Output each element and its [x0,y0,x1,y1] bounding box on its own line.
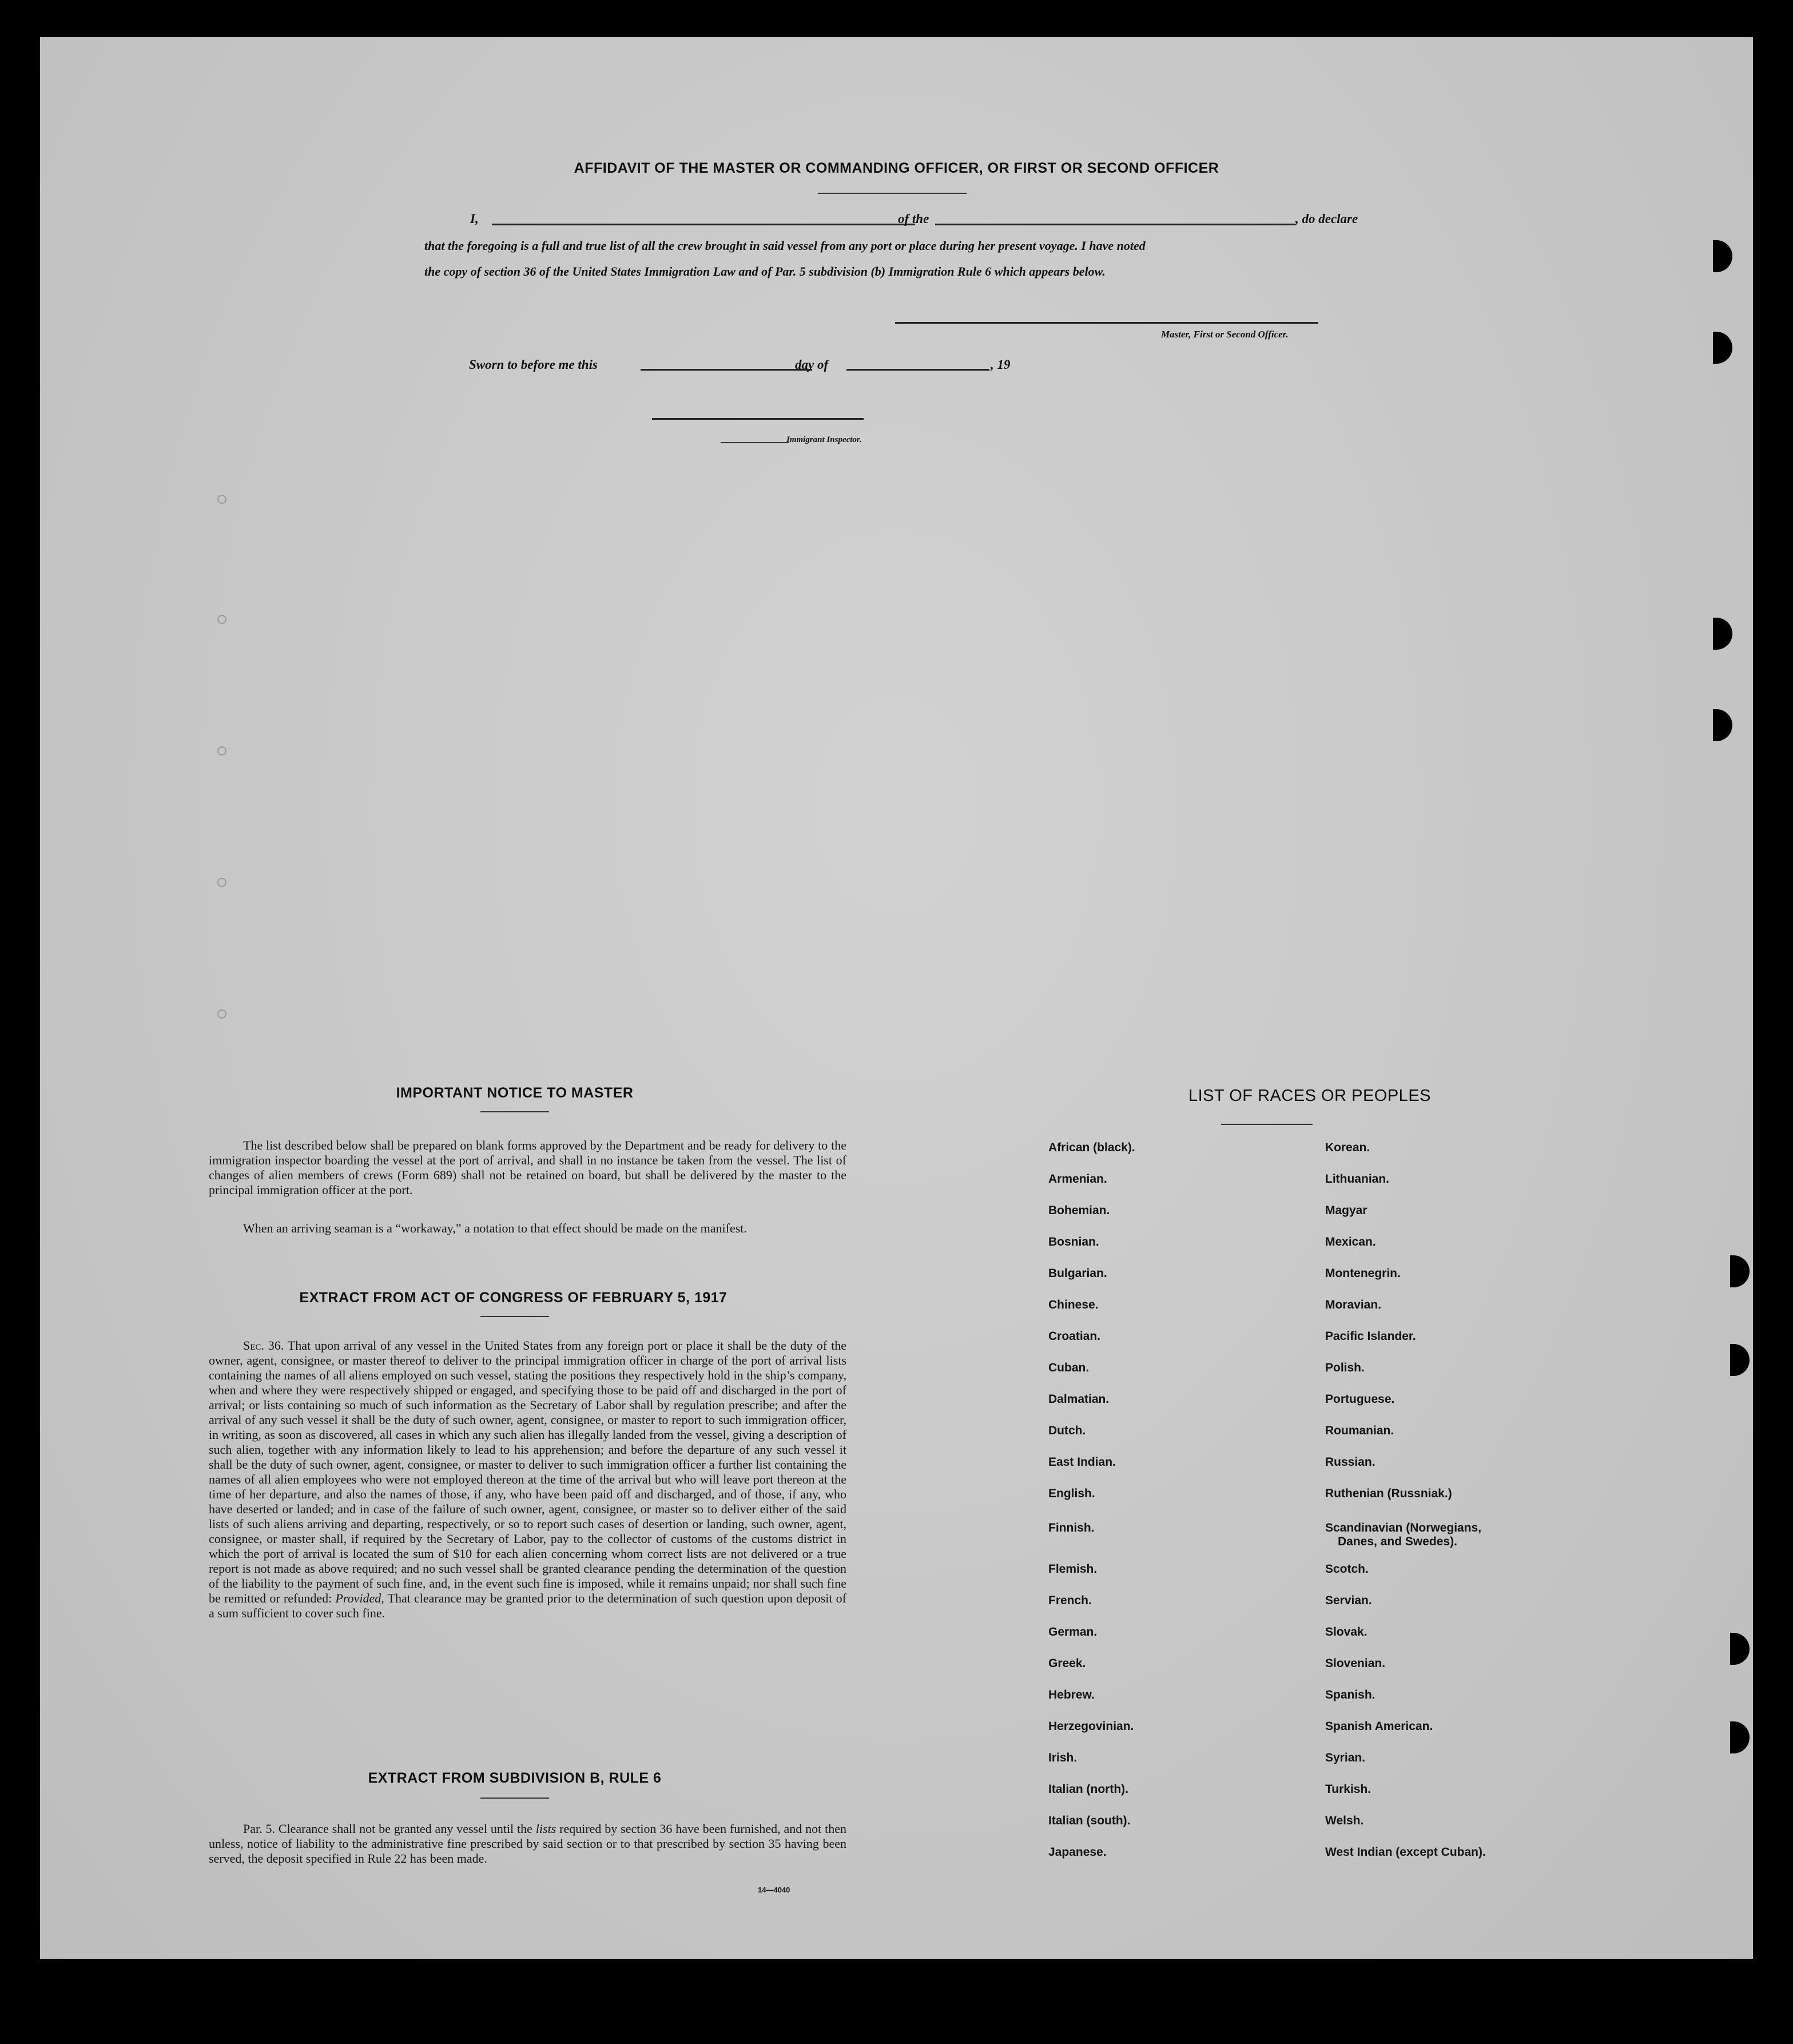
sworn-label: Sworn to before me this [469,357,598,372]
race-item: Bosnian. [1048,1235,1099,1248]
race-item: Herzegovinian. [1048,1720,1134,1733]
bleed-dot [217,495,226,504]
form-number: 14—4040 [758,1886,790,1894]
race-item: Finnish. [1048,1521,1095,1534]
race-item: Scandinavian (Norwegians, Danes, and Swedes). [1325,1521,1482,1548]
race-item: Montenegrin. [1325,1267,1401,1280]
race-item: Polish. [1325,1361,1365,1374]
race-item: Spanish American. [1325,1720,1433,1733]
race-item: Japanese. [1048,1846,1107,1859]
document-page [40,37,1753,1959]
affidavit-line-2: that the foregoing is a full and true list of all the crew brought in said vessel from any port or place during her present voyage. I have noted [424,238,1146,253]
race-item: Welsh. [1325,1814,1364,1827]
inspector-label: Immigrant Inspector. [786,435,862,444]
race-item: Flemish. [1048,1562,1098,1576]
rule-extract-title: EXTRACT FROM SUBDIVISION B, RULE 6 [368,1770,662,1786]
provided-label: Provided, [335,1591,384,1605]
act-extract-title: EXTRACT FROM ACT OF CONGRESS OF FEBRUARY 5, 1917 [299,1290,727,1306]
races-title: LIST OF RACES OR PEOPLES [1188,1087,1432,1105]
bleed-dot [217,878,226,887]
vessel-name-field[interactable] [935,211,1295,225]
race-item: Armenian. [1048,1172,1107,1186]
officer-name-field[interactable] [492,211,915,225]
notice-title: IMPORTANT NOTICE TO MASTER [396,1085,634,1101]
race-item: English. [1048,1487,1095,1500]
race-item: Bohemian. [1048,1204,1110,1217]
race-item: African (black). [1048,1141,1135,1154]
sworn-day-field[interactable] [641,356,812,371]
race-item: French. [1048,1594,1092,1607]
notice-title-underline [480,1111,549,1112]
race-item: Russian. [1325,1456,1375,1469]
race-item: Roumanian. [1325,1424,1394,1437]
notice-paragraph-1: The list described below shall be prepared on blank forms approved by the Department and be ready for delivery to the immigration inspector boarding the vessel at the port of arrival, and shall in no instance be taken from the vessel. The list of changes of alien members of crews (Form 689) shall not be retained on board, but shall be delivered by the master to the principal immigration officer at the port. [209,1138,846,1197]
signature-label: Master, First or Second Officer. [1161,329,1289,340]
race-item: Turkish. [1325,1783,1371,1796]
act-section-36-text [209,1338,846,1621]
rule-paragraph [209,1822,846,1866]
rule-text-a: Par. 5. Clearance shall not be granted any vessel until the [243,1822,532,1836]
day-of-label: day of [795,357,829,372]
notice-paragraph-2: When an arriving seaman is a “workaway,” a notation to that effect should be made on the manifest. [243,1221,747,1235]
race-item: Bulgarian. [1048,1267,1107,1280]
race-item: Croatian. [1048,1330,1101,1343]
affidavit-line-3: the copy of section 36 of the United States Immigration Law and of Par. 5 subdivision (b) Immigration Rule 6 which appears below. [424,264,1106,279]
officer-signature-line[interactable] [895,322,1318,324]
race-item: Slovenian. [1325,1657,1386,1670]
race-item: Portuguese. [1325,1393,1395,1406]
race-item: Italian (north). [1048,1783,1128,1796]
race-item: Moravian. [1325,1298,1382,1311]
race-item: Chinese. [1048,1298,1099,1311]
race-item: East Indian. [1048,1456,1116,1469]
sec-36-body: That upon arrival of any vessel in the United States from any foreign port or place it shall be the duty of the owner, agent, consignee, or master thereof to deliver to the principal immigration officer in charge of the port of arrival lists containing the names of all aliens employed on such vessel, stating the positions they respectively hold in the ship’s company, when and where they were respectively shipped or engaged, and specifying those to be paid off and discharged in the port of arrival; or lists containing so much of such information as the Secretary of Labor shall by regulation prescribe; and after the arrival of any such vessel it shall be the duty of such owner, agent, consignee, or master to report to such immigration officer, in writing, as soon as discovered, all cases in which any such alien has illegally landed from the vessel, giving a description of such alien, together with any information likely to lead to his apprehension; and before the departure of any such vessel it shall be the duty of such owner, agent, consignee, or master to deliver to such immigration officer a further list containing the names of all alien employees who were not employed thereon at the time of the arrival but who will leave port thereon at the time of her departure, and also the names of those, if any, who have been paid off and discharged, and of those, if any, who have deserted or landed; and in case of the failure of such owner, agent, consignee, or master so to deliver either of the said lists of such aliens arriving and departing, respectively, or so to report such cases of desertion or landing, such owner, agent, consignee, or master shall, if required by the Secretary of Labor, pay to the collector of customs of the customs district in which the port of arrival is located the sum of $10 for each alien concerning whom correct lists are not delivered or a true report is not made as above required; and no such vessel shall be granted clearance pending the determination of the question of the liability to the payment of such fine, and, in the event such fine is imposed, while it remains unpaid; nor shall such fine be remitted or refunded: [209,1338,846,1605]
act-title-underline [480,1316,549,1317]
sec-36-end: That clearance may be granted prior to the determination of such question upon deposit of a sum sufficient to cover such fine. [209,1591,846,1620]
lists-label: lists [535,1822,556,1836]
race-item: West Indian (except Cuban). [1325,1846,1486,1859]
race-item: Servian. [1325,1594,1372,1607]
affidavit-i-label: I, [470,212,479,226]
race-item: Irish. [1048,1751,1078,1764]
bleed-dot [217,1009,226,1019]
race-item: Dutch. [1048,1424,1086,1437]
race-item: Slovak. [1325,1625,1367,1639]
rule-title-underline [480,1798,549,1799]
rule-text-b: required by section 36 have been furnished, and not then unless, notice of liability to the administrative fine prescribed by said section or to that prescribed by section 35 having been served, the deposit specified in Rule 22 has been made. [209,1822,847,1866]
bleed-dot [217,615,226,624]
race-item: Ruthenian (Russniak.) [1325,1487,1452,1500]
race-item: Cuban. [1048,1361,1090,1374]
race-item: German. [1048,1625,1098,1639]
title-underline [818,193,967,194]
race-item: Dalmatian. [1048,1393,1110,1406]
race-item: Syrian. [1325,1751,1366,1764]
affidavit-title: AFFIDAVIT OF THE MASTER OR COMMANDING OFFICER, OR FIRST OR SECOND OFFICER [574,160,1219,176]
race-item: Magyar [1325,1204,1367,1217]
year-label: , 19 [991,357,1011,372]
sec-label: Sec. 36. [243,1338,284,1353]
bleed-dot [217,746,226,755]
do-declare-label: , do declare [1295,212,1358,226]
of-the-label: of the [898,212,929,226]
race-item: Greek. [1048,1657,1086,1670]
inspector-line-short [721,442,789,443]
race-item: Hebrew. [1048,1688,1095,1701]
race-item: Lithuanian. [1325,1172,1389,1186]
race-item: Scotch. [1325,1562,1369,1576]
sworn-month-field[interactable] [846,356,989,371]
race-item: Italian (south). [1048,1814,1131,1827]
race-item: Pacific Islander. [1325,1330,1416,1343]
races-title-underline [1221,1124,1313,1125]
inspector-signature-line[interactable] [652,418,864,420]
race-item: Spanish. [1325,1688,1375,1701]
race-item: Korean. [1325,1141,1370,1154]
race-item: Mexican. [1325,1235,1376,1248]
